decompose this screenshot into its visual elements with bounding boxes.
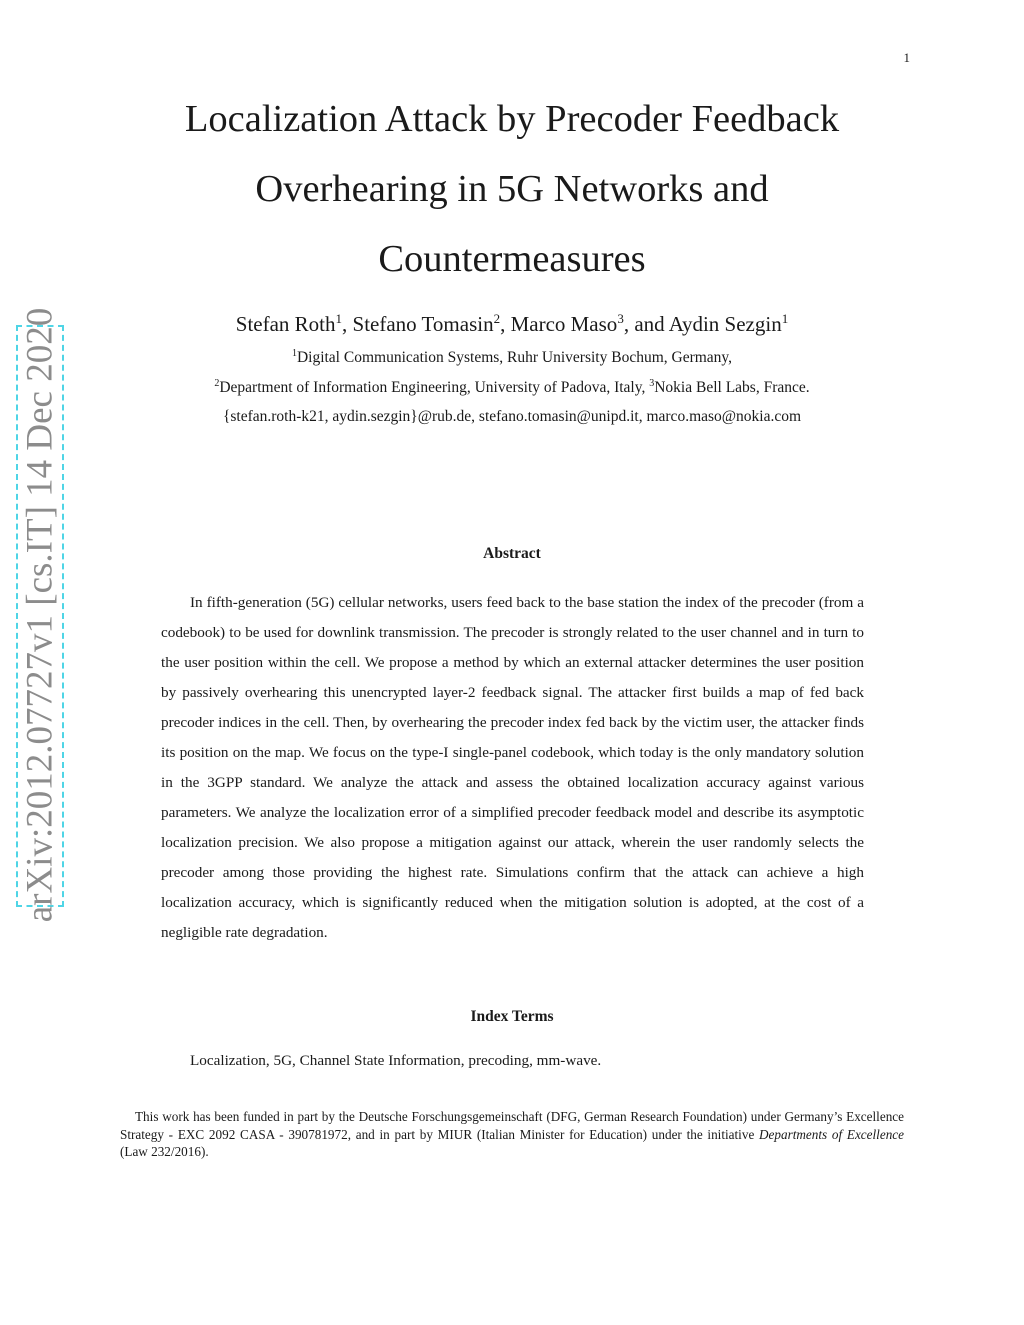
author-separator: , — [342, 312, 353, 336]
index-terms-heading: Index Terms — [470, 1008, 554, 1025]
arxiv-identifier[interactable]: arXiv:2012.07727v1 [cs.IT] 14 Dec 2020 — [19, 307, 61, 923]
title-line-2: Overhearing in 5G Networks and — [255, 168, 769, 210]
index-terms-text: Localization, 5G, Channel State Information, precoding, mm-wave. — [190, 1052, 602, 1069]
footnote-text: (Law 232/2016). — [120, 1144, 209, 1159]
author-list — [100, 311, 924, 337]
affiliation-mark: 3 — [649, 378, 655, 389]
funding-footnote — [120, 1108, 904, 1161]
affiliation-text: Nokia Bell Labs, France. — [654, 379, 810, 397]
abstract-text: In fifth-generation (5G) cellular networks, users feed back to the base station the index of the precoder (from a codebook) to be used for downlink transmission. The precoder is strongly related to the user channel and in turn to the user position within the cell. We propose a method by which an external attacker determines the user position by passively overhearing this unencrypted layer-2 feedback signal. The attacker first builds a map of fed back precoder indices in the cell. Then, by overhearing the precoder index fed back by the victim user, the attacker finds its position on the map. We focus on the type-I single-panel codebook, which today is the only mandatory solution in the 3GPP standard. We analyze the attack and assess the obtained localization accuracy against various parameters. We analyze the localization error of a simplified precoder feedback model and describe its asymptotic localization precision. We also propose a mitigation against our attack, wherein the user randomly selects the precoder among those providing the highest rate. Simulations confirm that the attack can achieve a high localization accuracy, which is significantly reduced when the mitigation solution is adopted, at the cost of a negligible rate degradation. — [161, 594, 864, 941]
author-separator: , and — [623, 312, 669, 336]
affiliation-mark: 1 — [291, 348, 297, 359]
author-affiliation-mark: 1 — [335, 311, 343, 326]
author-affiliation-mark: 2 — [493, 311, 501, 326]
author-emails: {stefan.roth-k21, aydin.sezgin}@rub.de, stefano.tomasin@unipd.it, marco.maso@nokia.com — [222, 408, 802, 425]
author-name: Stefan Roth — [235, 312, 336, 336]
author-name: Marco Maso — [510, 312, 618, 336]
author-name: Aydin Sezgin — [668, 312, 782, 336]
affiliation-text: Digital Communication Systems, Ruhr University Bochum, Germany, — [296, 349, 733, 367]
author-name: Stefano Tomasin — [352, 312, 494, 336]
affiliation-line-2 — [100, 378, 924, 397]
author-affiliation-mark: 1 — [781, 311, 789, 326]
affiliation-line-1 — [100, 348, 924, 367]
paper-title — [100, 84, 924, 294]
footnote-text: This work has been funded in part by the Deutsche Forschungsgemeinschaft (DFG, German Research Foundation) under Germany’s Excellence Strategy - EXC 2092 CASA - 390781972, and in part by MIUR (Italian Minister for Education) under the initiative — [120, 1109, 904, 1142]
author-affiliation-mark: 3 — [617, 311, 624, 326]
affiliation-mark: 2 — [214, 378, 220, 389]
page-number: 1 — [903, 50, 910, 65]
title-line-3: Countermeasures — [378, 238, 646, 280]
affiliation-text: Department of Information Engineering, University of Padova, Italy, — [219, 379, 650, 397]
author-separator: , — [500, 312, 511, 336]
footnote-italic-text: Departments of Excellence — [759, 1126, 904, 1142]
title-line-1: Localization Attack by Precoder Feedback — [184, 98, 840, 140]
abstract-heading: Abstract — [483, 545, 541, 562]
